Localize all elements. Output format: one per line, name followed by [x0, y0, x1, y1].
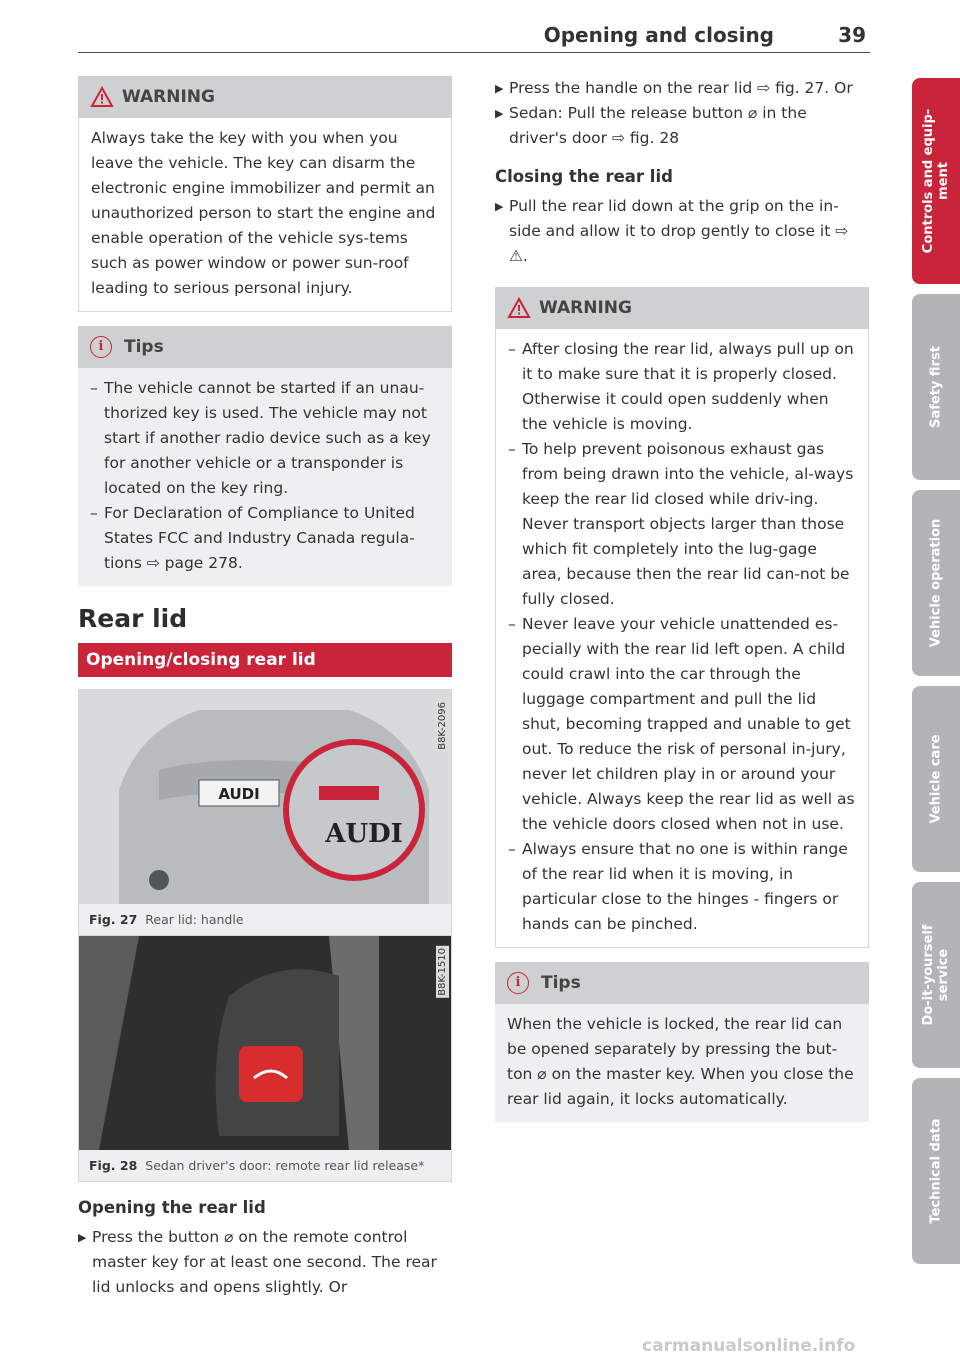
figure-caption-text: Sedan driver's door: remote rear lid release*	[145, 1158, 425, 1173]
tips-text: When the vehicle is locked, the rear lid can be opened separately by pressing the but-ton ⌀ on the master key. When you close the rear lid again, it locks automatically.	[507, 1015, 854, 1108]
tips-box	[495, 962, 869, 1122]
closing-heading: Closing the rear lid	[495, 167, 673, 186]
figure-caption	[79, 1150, 451, 1181]
warning-box	[495, 287, 869, 948]
door-release-illustration	[79, 936, 451, 1150]
tab-controls-and-equipment[interactable]: Controls and equip- ment	[912, 78, 960, 284]
tips-item: – The vehicle cannot be started if an unau-thorized key is used. The vehicle may not start if another radio device such as a key for another vehicle or a transponder is located on the key ring.	[90, 379, 431, 497]
step-item: ▶ Press the handle on the rear lid ⇨ fig. 27. Or	[495, 79, 853, 97]
tab-technical-data[interactable]: Technical data	[912, 1078, 960, 1264]
page-number: 39	[838, 23, 866, 47]
rear-lid-image	[79, 690, 451, 904]
tips-heading-bar	[78, 326, 452, 368]
figure-caption-text: Rear lid: handle	[145, 912, 244, 927]
figure-label: Fig. 27	[89, 912, 138, 927]
warning-triangle-icon	[507, 297, 531, 319]
tips-item: – For Declaration of Compliance to United States FCC and Industry Canada regula-tions ⇨ page 278.	[90, 504, 415, 572]
figure-27	[78, 689, 452, 936]
warning-heading: WARNING	[539, 298, 632, 318]
figure-caption	[79, 904, 451, 935]
left-column	[78, 76, 452, 1300]
figure-code: B8K-2096	[437, 702, 448, 750]
tips-heading: Tips	[541, 973, 581, 993]
warning-box	[78, 76, 452, 312]
tips-heading-bar	[495, 962, 869, 1004]
car-rear-illustration	[79, 690, 451, 904]
warning-heading-bar	[495, 287, 869, 329]
release-button-image	[79, 936, 451, 1150]
step-item: ▶ Sedan: Pull the release button ⌀ in the driver's door ⇨ fig. 28	[495, 104, 807, 147]
tab-safety-first[interactable]: Safety first	[912, 294, 960, 480]
warning-heading-bar	[78, 76, 452, 118]
subsection-title: Opening/closing rear lid	[78, 643, 452, 677]
tab-vehicle-operation[interactable]: Vehicle operation	[912, 490, 960, 676]
warning-text: Always take the key with you when you leave the vehicle. The key can disarm the electronic engine immobilizer and permit an unauthorized person to start the engine and enable operation of the vehicle sys-tems such as power window or power sun-roof leading to serious personal injury.	[91, 129, 436, 297]
warning-triangle-icon	[90, 86, 114, 108]
tips-box	[78, 326, 452, 586]
figure-label: Fig. 28	[89, 1158, 138, 1173]
info-icon: i	[90, 336, 112, 358]
right-column	[495, 76, 869, 1136]
opening-heading: Opening the rear lid	[78, 1198, 266, 1217]
closing-step: ▶ Pull the rear lid down at the grip on the in-side and allow it to drop gently to close it ⇨ ⚠.	[495, 197, 849, 265]
chapter-tabs	[912, 78, 960, 1274]
plate-text: AUDI	[218, 785, 260, 803]
warning-item: – To help prevent poisonous exhaust gas from being drawn into the vehicle, al-ways keep the rear lid closed while driv-ing. Never transport objects larger than those which fit completely into the lug-gage area, because then the rear lid can-not be fully closed.	[508, 440, 854, 608]
warning-heading: WARNING	[122, 87, 215, 107]
warning-item: – After closing the rear lid, always pull up on it to make sure that it is properly closed. Otherwise it could open suddenly when the vehicle is moving.	[508, 340, 854, 433]
figure-code: B8K-1510	[437, 948, 448, 996]
section-title: Rear lid	[78, 604, 188, 633]
tab-do-it-yourself-service[interactable]: Do-it-yourself service	[912, 882, 960, 1068]
figure-28	[78, 936, 452, 1182]
info-icon: i	[507, 972, 529, 994]
watermark: carmanualsonline.info	[642, 1336, 856, 1356]
opening-step: ▶ Press the button ⌀ on the remote control master key for at least one second. The rear lid unlocks and opens slightly. Or	[78, 1228, 437, 1296]
page-header	[78, 18, 870, 53]
warning-item: – Never leave your vehicle unattended es-pecially with the rear lid left open. A child could crawl into the car through the luggage compartment and pull the lid shut, becoming trapped and unable to get out. To reduce the risk of personal in-jury, never let children play in or around your vehicle. Always keep the rear lid as well as the vehicle doors closed when not in use.	[508, 615, 855, 833]
warning-item: – Always ensure that no one is within range of the rear lid when it is moving, in particular close to the hinges - fingers or hands can be pinched.	[508, 840, 848, 933]
tab-vehicle-care[interactable]: Vehicle care	[912, 686, 960, 872]
zoom-plate-text: AUDI	[325, 819, 403, 849]
tips-heading: Tips	[124, 337, 164, 357]
chapter-title: Opening and closing	[543, 23, 774, 47]
